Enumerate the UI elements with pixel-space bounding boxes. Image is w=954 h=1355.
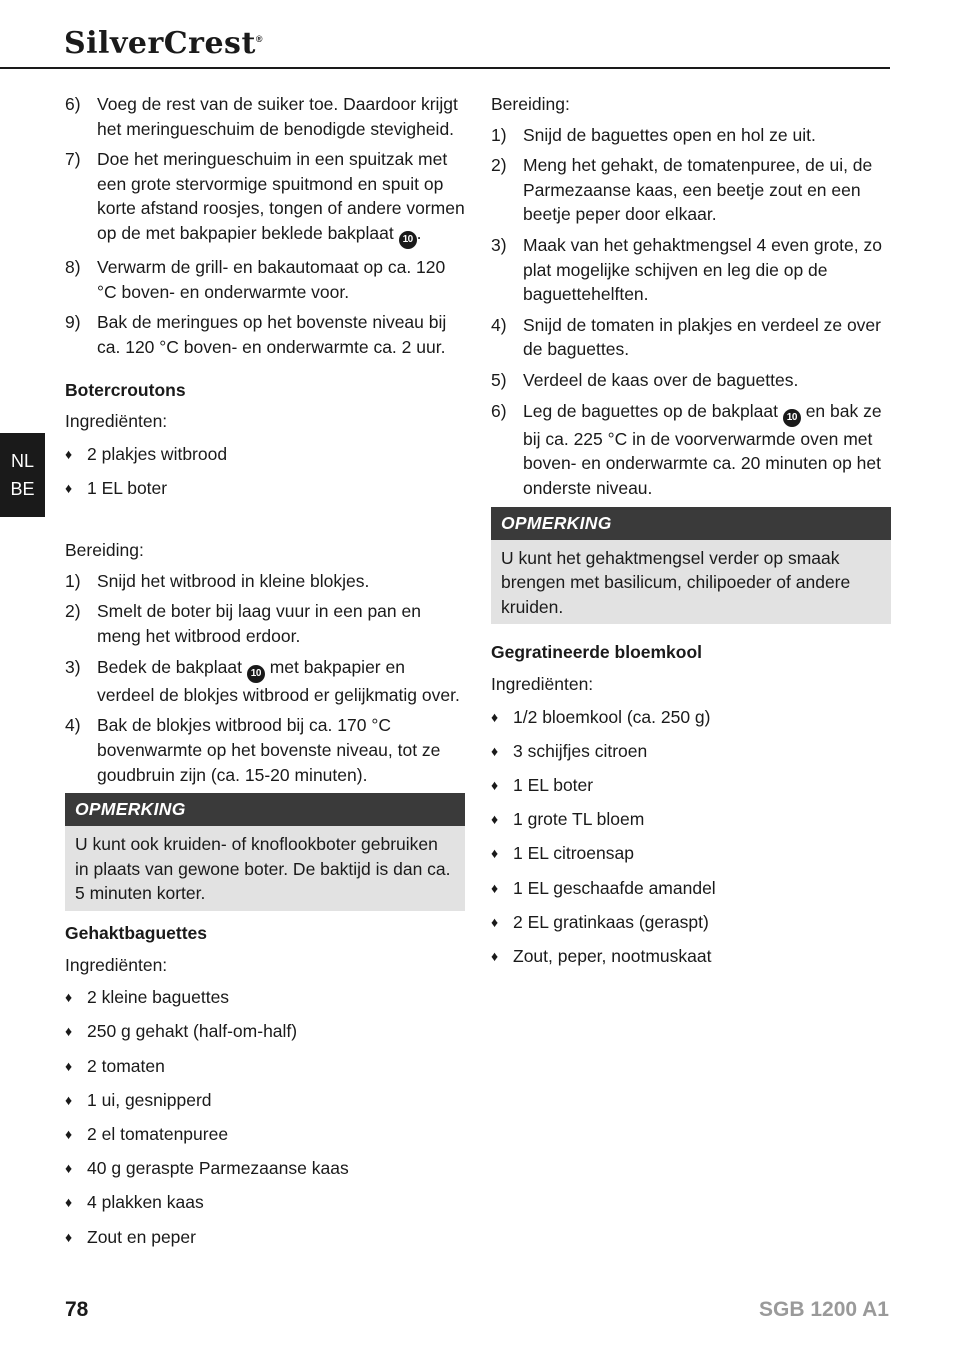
diamond-bullet-icon: ♦ [491,879,499,896]
list-item: ♦ 2 tomaten [65,1054,465,1088]
list-item: 5) Verdeel de kaas over de baguettes. [491,369,799,390]
diamond-bullet-icon: ♦ [65,1023,73,1040]
diamond-bullet-icon: ♦ [65,989,73,1006]
language-code-nl: NL [10,451,34,471]
section-heading-bloemkool: Gegratineerde bloemkool [491,642,703,663]
right-column [491,92,891,978]
ingredients-label: Ingrediënten: [65,954,168,975]
note-text: U kunt het gehaktmengsel verder op smaak brengen met basilicum, chilipoeder of andere kruiden. [491,540,891,625]
diamond-bullet-icon: ♦ [65,1057,73,1074]
diamond-bullet-icon: ♦ [65,1228,73,1245]
list-item: 3) Maak van het gehaktmengsel 4 even grote, zo plat mogelijke schijven en leg die op de baguettehelften. [491,234,882,305]
diamond-bullet-icon: ♦ [491,811,499,828]
list-item: 2) Meng het gehakt, de tomatenpuree, de ui, de Parmezaanse kaas, een beetje zout en een beetje peper door elkaar. [491,155,873,225]
section-heading-gehaktbaguettes: Gehaktbaguettes [65,923,207,944]
header-divider [0,67,890,69]
diamond-bullet-icon: ♦ [491,845,499,862]
note-box [491,507,891,625]
note-text: U kunt ook kruiden- of knoflookboter gebruiken in plaats van gewone boter. De baktijd is dan ca. 5 minuten korter. [65,826,465,911]
list-item: 1) Snijd de baguettes open en hol ze uit. [491,124,816,145]
list-item: ♦ 3 schijfjes citroen [491,739,891,773]
diamond-bullet-icon: ♦ [491,947,499,964]
ingredients-label: Ingrediënten: [491,673,594,694]
diamond-bullet-icon: ♦ [65,1091,73,1108]
list-item: 8) Verwarm de grill- en bakautomaat op ca. 120 °C boven- en onderwarmte voor. [65,257,446,302]
diamond-bullet-icon: ♦ [491,913,499,930]
list-item: 6) Voeg de rest van de suiker toe. Daardoor krijgt het meringueschuim de benodigde stevigheid. [65,94,458,139]
language-code-be: BE [10,479,35,499]
list-item: 4) Snijd de tomaten in plakjes en verdeel ze over de baguettes. [491,314,881,360]
brand-logo: SilverCrest® [64,26,263,61]
list-item: ♦ 2 EL gratinkaas (geraspt) [491,910,891,944]
list-item: 3) Bedek de bakplaat 10 met bakpapier en verdeel de blokjes witbrood er gelijkmatig over. [65,656,460,705]
circled-number-icon: 10 [399,231,417,249]
left-column [65,92,465,1259]
diamond-bullet-icon: ♦ [65,1125,73,1142]
note-title: OPMERKING [491,507,891,540]
list-item: ♦ 2 kleine baguettes [65,985,465,1019]
list-item: ♦ 1 EL geschaafde amandel [491,876,891,910]
preparation-label: Bereiding: [65,540,144,561]
circled-number-icon: 10 [783,409,801,427]
list-item: 6) Leg de baguettes op de bakplaat 10 en bak ze bij ca. 225 °C in de voorverwarmde oven met boven- en onderwarmte ca. 20 minuten op het onderste niveau. [491,400,882,499]
ingredients-label: Ingrediënten: [65,411,168,432]
diamond-bullet-icon: ♦ [491,708,499,725]
list-item: ♦ 2 plakjes witbrood [65,442,465,476]
diamond-bullet-icon: ♦ [65,445,73,462]
list-item: 2) Smelt de boter bij laag vuur in een pan en meng het witbrood erdoor. [65,601,421,646]
note-title: OPMERKING [65,793,465,826]
diamond-bullet-icon: ♦ [65,1160,73,1177]
list-item: ♦ 1 ui, gesnipperd [65,1088,465,1122]
diamond-bullet-icon: ♦ [65,1194,73,1211]
list-item: ♦ 40 g geraspte Parmezaanse kaas [65,1156,465,1190]
list-item: ♦ 2 el tomatenpuree [65,1122,465,1156]
list-item: ♦ 4 plakken kaas [65,1190,465,1224]
list-item: ♦ 1 EL citroensap [491,841,891,875]
list-item: ♦ Zout en peper [65,1225,465,1259]
circled-number-icon: 10 [247,665,265,683]
section-heading-botercroutons: Botercroutons [65,379,186,400]
list-item: ♦ Zout, peper, nootmuskaat [491,944,891,978]
diamond-bullet-icon: ♦ [65,480,73,497]
preparation-label: Bereiding: [491,94,570,114]
page-number: 78 [65,1298,89,1321]
language-tab [0,433,45,517]
meringue-steps [65,92,465,360]
list-item: 7) Doe het meringueschuim in een spuitzak met een grote stervormige spuitmond en spuit op korte afstand roosjes, tongen of andere vormen op de met bakpapier beklede bakplaat 10 . [65,147,465,249]
list-item: ♦ 1 EL boter [491,773,891,807]
list-item: 1) Snijd het witbrood in kleine blokjes. [65,570,370,591]
diamond-bullet-icon: ♦ [491,776,499,793]
list-item: ♦ 1 EL boter [65,476,465,510]
list-item: ♦ 250 g gehakt (half-om-half) [65,1019,465,1053]
list-item: 9) Bak de meringues op het bovenste niveau bij ca. 120 °C boven- en onderwarmte ca. 2 uur. [65,312,447,358]
model-number: SGB 1200 A1 [759,1298,889,1321]
list-item: 4) Bak de blokjes witbrood bij ca. 170 °C bovenwarmte op het bovenste niveau, tot ze goudbruin zijn (ca. 15-20 minuten). [65,715,441,785]
list-item: ♦ 1 grote TL bloem [491,807,891,841]
diamond-bullet-icon: ♦ [491,742,499,759]
list-item: ♦ 1/2 bloemkool (ca. 250 g) [491,705,891,739]
note-box [65,793,465,911]
